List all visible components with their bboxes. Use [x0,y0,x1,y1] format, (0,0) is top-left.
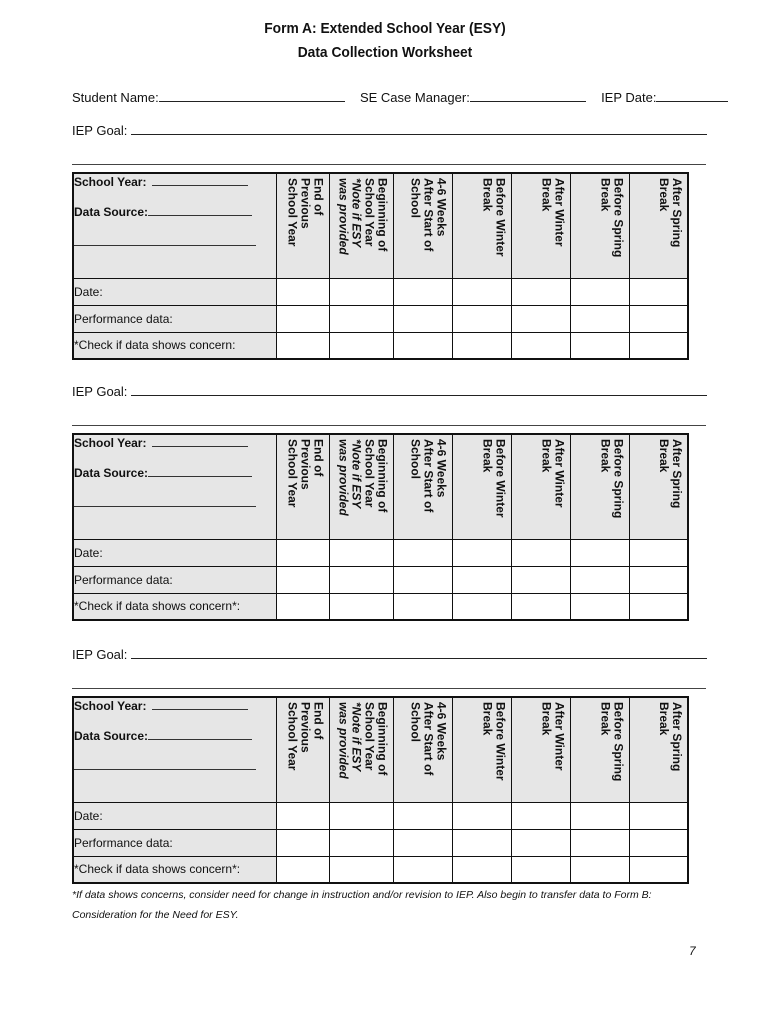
data-entry-cell[interactable] [570,829,629,856]
table-header-row [73,697,688,802]
column-header-line: Break [598,439,613,473]
column-header [393,434,452,539]
row-label: *Check if data shows concern*: [73,856,276,883]
table-row [73,539,688,566]
column-header-line: School [408,702,423,743]
column-header-label [657,439,683,508]
table-row [73,829,688,856]
data-entry-cell[interactable] [393,332,452,359]
school-year-source-cell [73,173,276,278]
data-source-field-extra[interactable] [74,234,256,246]
data-entry-cell[interactable] [452,802,511,829]
iep-goal-continuation-line[interactable] [72,164,706,165]
data-entry-cell[interactable] [511,539,570,566]
iep-goal-continuation-line[interactable] [72,425,706,426]
school-year-label: School Year: [74,175,147,189]
column-header [629,434,688,539]
column-header-line: *Note if ESY [349,178,364,248]
column-header-line: End of [311,702,326,740]
data-entry-cell[interactable] [511,829,570,856]
column-header-label [409,178,448,251]
data-entry-cell[interactable] [393,593,452,620]
iep-goal-field[interactable] [131,383,707,396]
data-entry-cell[interactable] [570,332,629,359]
data-entry-cell[interactable] [276,593,329,620]
column-header-label [286,702,325,770]
column-header [393,697,452,802]
column-header-line: Break [598,178,613,212]
column-header-line: Break [480,178,495,212]
data-entry-cell[interactable] [393,305,452,332]
iep-goal-line [72,646,707,662]
column-header-line: Beginning of [375,702,390,776]
school-year-field[interactable] [152,174,248,186]
column-header [570,697,629,802]
data-source-field[interactable] [148,728,252,740]
school-year-field[interactable] [152,698,248,710]
column-header [511,697,570,802]
row-label: Performance data: [73,829,276,856]
column-header-line: End of [311,439,326,477]
column-header-line: Break [539,178,554,212]
iep-goal-field[interactable] [131,122,707,135]
data-entry-cell[interactable] [452,332,511,359]
table-header-row [73,173,688,278]
case-manager-field[interactable] [470,89,586,102]
data-entry-cell[interactable] [511,566,570,593]
student-name-field[interactable] [159,89,345,102]
data-entry-cell[interactable] [276,332,329,359]
row-label: Performance data: [73,305,276,332]
data-entry-cell[interactable] [276,305,329,332]
column-header-line: was provided [336,702,351,779]
column-header-line: School [408,439,423,480]
data-entry-cell[interactable] [393,539,452,566]
data-entry-cell[interactable] [629,802,688,829]
data-entry-cell[interactable] [393,856,452,883]
column-header-line: Previous [298,178,313,229]
data-entry-cell[interactable] [629,278,688,305]
data-entry-cell[interactable] [329,566,393,593]
form-title: Form A: Extended School Year (ESY) [264,20,506,37]
table-row [73,305,688,332]
data-entry-cell[interactable] [511,856,570,883]
case-manager-label: SE Case Manager: [359,90,470,105]
data-collection-table [72,433,689,621]
column-header-line: Break [598,702,613,736]
column-header-line: Break [657,439,671,473]
data-entry-cell[interactable] [452,305,511,332]
form-subtitle: Data Collection Worksheet [297,44,473,61]
data-entry-cell[interactable] [276,802,329,829]
column-header-line: After Start of [421,702,436,776]
column-header-line: 4-6 Weeks [434,178,449,237]
iep-date-label: IEP Date: [601,90,657,105]
data-entry-cell[interactable] [629,856,688,883]
data-source-field[interactable] [148,465,252,477]
data-entry-cell[interactable] [629,593,688,620]
column-header [570,434,629,539]
column-header-line: Break [657,702,671,736]
data-entry-cell[interactable] [452,856,511,883]
column-header-line: Before Spring [611,178,626,258]
column-header-line: Before Spring [611,702,626,782]
column-header-line: *Note if ESY [349,702,364,772]
data-entry-cell[interactable] [329,856,393,883]
column-header [629,173,688,278]
data-entry-cell[interactable] [276,539,329,566]
column-header-line: End of [311,178,326,216]
column-header-label [481,702,507,781]
column-header-line: *Note if ESY [349,439,364,509]
column-header-line: was provided [336,439,351,516]
table-row [73,566,688,593]
page-number: 7 [689,944,696,958]
data-entry-cell[interactable] [570,802,629,829]
column-header [511,434,570,539]
data-entry-cell[interactable] [511,332,570,359]
column-header [629,697,688,802]
column-header-label [337,178,389,255]
data-entry-cell[interactable] [629,566,688,593]
data-source-field[interactable] [148,204,252,216]
column-header [329,697,393,802]
row-label: Date: [73,539,276,566]
data-entry-cell[interactable] [393,829,452,856]
column-header-line: School Year [362,439,377,508]
column-header-line: After Winter [552,439,567,508]
data-entry-cell[interactable] [570,593,629,620]
column-header-label [286,178,325,246]
table-row [73,332,688,359]
data-entry-cell[interactable] [570,305,629,332]
data-entry-cell[interactable] [570,278,629,305]
data-entry-cell[interactable] [452,566,511,593]
column-header-label [540,439,566,508]
data-collection-table [72,696,689,884]
data-entry-cell[interactable] [511,305,570,332]
column-header-line: 4-6 Weeks [434,702,449,761]
data-entry-cell[interactable] [452,539,511,566]
table-row [73,278,688,305]
column-header-line: Previous [298,702,313,753]
column-header-label [540,178,566,247]
data-collection-table [72,172,689,360]
data-entry-cell[interactable] [629,539,688,566]
column-header-line: School Year [285,439,300,508]
table-row [73,856,688,883]
column-header-label [599,439,625,518]
data-entry-cell[interactable] [452,593,511,620]
column-header-line: Break [480,439,495,473]
data-source-field-extra[interactable] [74,495,256,507]
column-header [329,173,393,278]
column-header-line: was provided [336,178,351,255]
row-label: *Check if data shows concern: [73,332,276,359]
data-entry-cell[interactable] [329,539,393,566]
iep-goal-continuation-line[interactable] [72,688,706,689]
iep-goal-field[interactable] [131,646,707,659]
column-header-line: After Spring [670,439,684,509]
column-header-line: School Year [362,178,377,247]
column-header-line: Break [480,702,495,736]
column-header-line: Before Winter [493,439,508,518]
data-entry-cell[interactable] [329,305,393,332]
school-year-field[interactable] [152,435,248,447]
student-name-label: Student Name: [72,90,159,105]
column-header-line: Previous [298,439,313,490]
column-header-label [409,439,448,512]
data-entry-cell[interactable] [276,566,329,593]
student-info-line [72,89,728,105]
data-entry-cell[interactable] [511,278,570,305]
data-entry-cell[interactable] [393,566,452,593]
data-entry-cell[interactable] [329,802,393,829]
column-header [452,173,511,278]
column-header-line: Before Winter [493,178,508,257]
school-year-label: School Year: [74,436,147,450]
column-header-label [337,702,389,779]
column-header-line: Beginning of [375,178,390,252]
column-header-line: After Winter [552,178,567,247]
data-entry-cell[interactable] [393,278,452,305]
column-header-line: Beginning of [375,439,390,513]
data-source-field-extra[interactable] [74,758,256,770]
data-entry-cell[interactable] [393,802,452,829]
column-header [570,173,629,278]
row-label: Date: [73,802,276,829]
column-header-line: After Start of [421,178,436,252]
footnote: *If data shows concerns, consider need for change in instruction and/or revision to IEP. Also begin to transfer data to Form B: Consideration for the Need for ESY. [72,889,652,921]
column-header-label [599,178,625,257]
column-header-label [286,439,325,507]
data-entry-cell[interactable] [276,856,329,883]
column-header-line: Break [657,178,671,212]
column-header-label [409,702,448,775]
column-header-line: After Start of [421,439,436,513]
column-header-label [481,178,507,257]
data-entry-cell[interactable] [452,278,511,305]
column-header-label [337,439,389,516]
column-header [452,697,511,802]
data-entry-cell[interactable] [629,332,688,359]
iep-goal-line [72,122,707,138]
column-header [511,173,570,278]
data-source-label: Data Source: [74,466,149,480]
data-entry-cell[interactable] [511,593,570,620]
column-header-line: After Spring [670,702,684,772]
data-entry-cell[interactable] [452,829,511,856]
column-header-line: After Winter [552,702,567,771]
data-entry-cell[interactable] [629,829,688,856]
row-label: Date: [73,278,276,305]
column-header [393,173,452,278]
column-header [276,434,329,539]
row-label: Performance data: [73,566,276,593]
school-year-source-cell [73,434,276,539]
column-header-line: Before Spring [611,439,626,519]
iep-goal-line [72,383,707,399]
row-label: *Check if data shows concern*: [73,593,276,620]
iep-goal-label: IEP Goal: [72,647,128,662]
column-header-line: School [408,178,423,219]
school-year-label: School Year: [74,699,147,713]
school-year-source-cell [73,697,276,802]
data-source-label: Data Source: [74,729,149,743]
column-header-line: School Year [362,702,377,771]
table-row [73,802,688,829]
data-entry-cell[interactable] [570,856,629,883]
data-source-label: Data Source: [74,205,149,219]
column-header-label [657,178,683,247]
data-entry-cell[interactable] [329,278,393,305]
column-header-label [540,702,566,771]
column-header-line: Break [539,702,554,736]
column-header-line: Before Winter [493,702,508,781]
column-header [276,697,329,802]
table-header-row [73,434,688,539]
column-header-label [657,702,683,771]
column-header [276,173,329,278]
column-header-line: School Year [285,178,300,247]
column-header-line: School Year [285,702,300,771]
data-entry-cell[interactable] [570,566,629,593]
iep-date-field[interactable] [656,89,728,102]
column-header-line: 4-6 Weeks [434,439,449,498]
column-header [452,434,511,539]
column-header-label [481,439,507,518]
column-header-line: After Spring [670,178,684,248]
column-header-label [599,702,625,781]
column-header [329,434,393,539]
data-entry-cell[interactable] [276,829,329,856]
data-entry-cell[interactable] [329,829,393,856]
data-entry-cell[interactable] [329,593,393,620]
data-entry-cell[interactable] [511,802,570,829]
table-row [73,593,688,620]
data-entry-cell[interactable] [276,278,329,305]
iep-goal-label: IEP Goal: [72,384,128,399]
data-entry-cell[interactable] [570,539,629,566]
iep-goal-label: IEP Goal: [72,123,128,138]
data-entry-cell[interactable] [629,305,688,332]
column-header-line: Break [539,439,554,473]
data-entry-cell[interactable] [329,332,393,359]
